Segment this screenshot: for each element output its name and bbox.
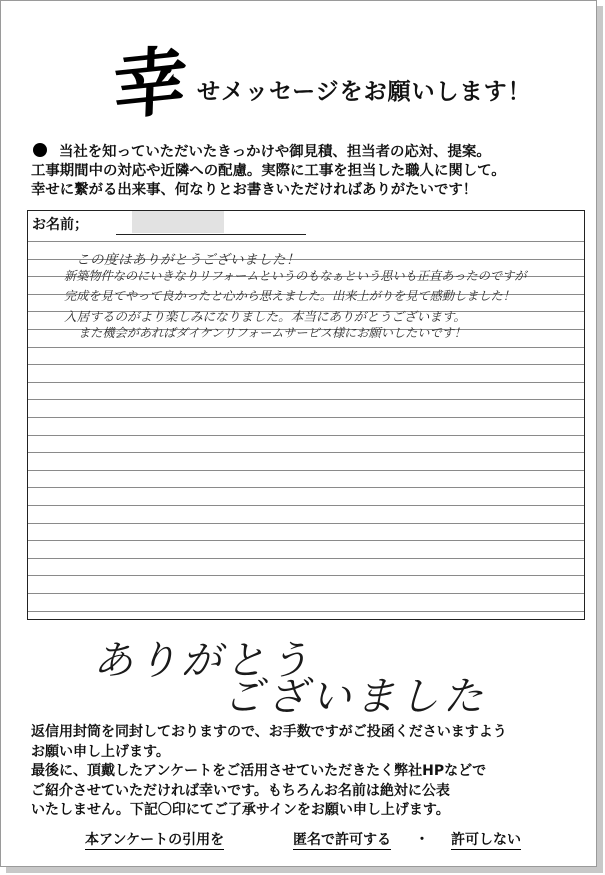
ruled-line: [28, 611, 584, 612]
consent-label: 本アンケートの引用を: [85, 832, 225, 848]
ruled-line: [28, 241, 584, 242]
thanks-line-2: ございました: [223, 674, 487, 720]
intro-text: [31, 143, 591, 200]
closing-line-3: 最後に、頂戴したアンケートをご活用させていただきたく弊社HPなどで: [31, 763, 487, 779]
ruled-line: [28, 435, 584, 436]
handwritten-line-4: 入居するのがより楽しみになりました。本当にありがとうございます。: [64, 309, 466, 324]
closing-line-5: いたしません。下記〇印にてご了承サインをお願い申し上げます。: [31, 802, 450, 818]
ruled-line: [28, 470, 584, 471]
handwritten-line-2: 新築物件なのにいきなりリフォームというのもなぁという思いも正直あったのですが: [64, 269, 527, 283]
handwritten-line-3: 完成を見てやって良かったと心から思えました。出来上がりを見て感動しました！: [64, 289, 515, 303]
handwritten-line-1: この度はありがとうございました！: [76, 252, 300, 268]
ruled-line: [28, 558, 584, 559]
closing-line-2: お願い申し上げます。: [31, 743, 170, 760]
page-title: せメッセージをお願いします！: [197, 79, 532, 105]
intro-line-1: 当社を知っていただいたきっかけや御見積、担当者の応対、提案。: [31, 143, 591, 162]
intro-line-3: 幸せに繋がる出来事、何なりとお書きいただければありがたいです！: [31, 182, 478, 198]
ruled-line: [28, 540, 584, 541]
thanks-line-1: ありがとう: [93, 638, 313, 684]
consent-separator: ・: [415, 832, 429, 848]
ruled-line: [28, 347, 584, 348]
bullet-icon: [33, 143, 47, 157]
ruled-line: [28, 505, 584, 506]
ruled-line: [28, 364, 584, 365]
ruled-line: [28, 399, 584, 400]
name-underline: [116, 234, 306, 235]
closing-line-4: ご紹介させていただければ幸いです。もちろんお名前は絶対に公表: [31, 782, 450, 799]
title-kanji: 幸: [111, 36, 189, 132]
consent-deny-option[interactable]: 許可しない: [451, 832, 521, 848]
ruled-line: [28, 487, 584, 488]
ruled-line: [28, 575, 584, 576]
closing-text: [31, 723, 591, 821]
ruled-line: [28, 523, 584, 524]
ruled-line: [28, 382, 584, 383]
ruled-line: [28, 417, 584, 418]
closing-line-1: 返信用封筒を同封しておりますので、お手数ですがご投函くださいますよう: [31, 724, 507, 740]
intro-line-2: 工事期間中の対応や近隣への配慮。実際に工事を担当した職人に関して。: [31, 163, 506, 179]
name-redacted-field: [132, 211, 224, 233]
consent-anonymous-option[interactable]: 匿名で許可する: [293, 832, 391, 848]
handwritten-line-5: また機会があればダイケンリフォームサービス様にお願いしたいです！: [78, 326, 467, 340]
message-box[interactable]: [27, 210, 585, 620]
ruled-line: [28, 593, 584, 594]
ruled-line: [28, 452, 584, 453]
name-label: お名前；: [32, 217, 88, 233]
